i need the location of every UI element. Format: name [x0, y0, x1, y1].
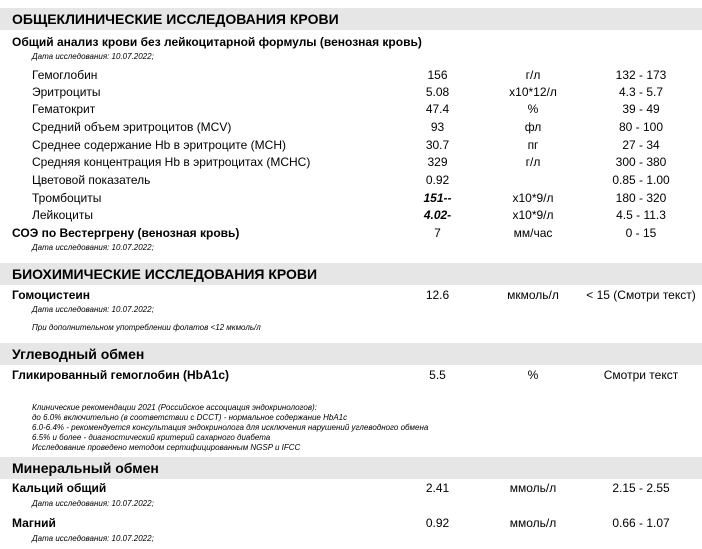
- row-value: 156: [427, 68, 448, 82]
- row-name: Средний объем эритроцитов (MCV): [32, 120, 232, 134]
- section-header-mineral: Минеральный обмен: [0, 457, 702, 479]
- row-value: 329: [427, 155, 448, 169]
- row-value: 93: [430, 120, 445, 134]
- esr-unit: мм/час: [513, 226, 553, 240]
- row-ref: 27 - 34: [622, 138, 660, 152]
- hba1c-note-5: Исследование проведено методом сертифицированным NGSP и IFCC: [32, 443, 301, 452]
- section-header-carb: Углеводный обмен: [0, 343, 702, 365]
- section-header-biochem: БИОХИМИЧЕСКИЕ ИССЛЕДОВАНИЯ КРОВИ: [0, 263, 702, 285]
- hba1c-unit: %: [527, 368, 539, 382]
- calcium-unit: ммоль/л: [509, 481, 557, 495]
- homocysteine-note: При дополнительном употреблении фолатов <12 мкмоль/л: [32, 323, 261, 332]
- hba1c-ref: Смотри текст: [603, 368, 679, 382]
- homocysteine-unit: мкмоль/л: [507, 288, 559, 302]
- row-value-flagged: 4.02-: [423, 208, 452, 222]
- row-unit: x10*12/л: [509, 85, 557, 99]
- calcium-value: 2.41: [425, 481, 450, 495]
- row-value: 47.4: [425, 102, 450, 116]
- row-unit: %: [527, 102, 539, 116]
- calcium-ref: 2.15 - 2.55: [612, 481, 670, 495]
- row-unit: x10*9/л: [512, 208, 554, 222]
- row-ref: 180 - 320: [615, 191, 667, 205]
- esr-name: СОЭ по Вестергрену (венозная кровь): [12, 226, 240, 240]
- row-name: Гемоглобин: [32, 68, 98, 82]
- calcium-date: Дата исследования: 10.07.2022;: [32, 499, 154, 508]
- cbc-title: Общий анализ крови без лейкоцитарной формулы (венозная кровь): [12, 35, 422, 49]
- esr-date: Дата исследования: 10.07.2022;: [32, 243, 154, 252]
- row-ref: 0.85 - 1.00: [612, 173, 670, 187]
- row-ref: 4.3 - 5.7: [618, 85, 664, 99]
- hba1c-note-1: Клинические рекомендации 2021 (Российское ассоциация эндокринологов):: [32, 403, 317, 412]
- hba1c-name: Гликированный гемоглобин (HbA1c): [12, 368, 230, 382]
- row-ref: 4.5 - 11.3: [616, 208, 666, 222]
- row-unit: фл: [524, 120, 542, 134]
- row-name: Эритроциты: [32, 85, 101, 99]
- section-header-cbc: ОБЩЕКЛИНИЧЕСКИЕ ИССЛЕДОВАНИЯ КРОВИ: [0, 8, 702, 30]
- homocysteine-ref: < 15 (Смотри текст): [586, 288, 696, 302]
- magnesium-ref: 0.66 - 1.07: [612, 516, 670, 530]
- row-ref: 80 - 100: [618, 120, 664, 134]
- row-ref: 300 - 380: [615, 155, 667, 169]
- row-ref: 132 - 173: [615, 68, 667, 82]
- row-value: 5.08: [425, 85, 450, 99]
- calcium-name: Кальций общий: [12, 481, 107, 495]
- magnesium-date: Дата исследования: 10.07.2022;: [32, 534, 154, 543]
- esr-ref: 0 - 15: [625, 226, 657, 240]
- row-name: Среднее содержание Hb в эритроците (MCH): [32, 138, 286, 152]
- hba1c-note-3: 6.0-6.4% - рекомендуется консультация эндокринолога для исключения нарушений углеводного обмена: [32, 423, 429, 432]
- row-name: Тромбоциты: [32, 191, 102, 205]
- row-value-flagged: 151--: [423, 191, 452, 205]
- row-unit: г/л: [525, 68, 541, 82]
- row-name: Средняя концентрация Hb в эритроцитах (MCHC): [32, 155, 311, 169]
- magnesium-name: Магний: [12, 516, 56, 530]
- row-name: Лейкоциты: [32, 208, 94, 222]
- esr-value: 7: [434, 226, 441, 240]
- magnesium-unit: ммоль/л: [509, 516, 557, 530]
- hba1c-note-4: 6.5% и более - диагностический критерий сахарного диабета: [32, 433, 271, 442]
- row-name: Гематокрит: [32, 102, 96, 116]
- row-unit: [494, 173, 572, 188]
- homocysteine-value: 12.6: [425, 288, 450, 302]
- hba1c-note-2: до 6.0% включительно (в соответствии с DCCT) - нормальное содержание HbA1c: [32, 413, 348, 422]
- hba1c-value: 5.5: [429, 368, 446, 382]
- cbc-date: Дата исследования: 10.07.2022;: [32, 52, 154, 61]
- row-value: 0.92: [425, 173, 450, 187]
- row-ref: 39 - 49: [622, 102, 660, 116]
- magnesium-value: 0.92: [425, 516, 450, 530]
- row-unit: x10*9/л: [512, 191, 554, 205]
- row-unit: пг: [527, 138, 539, 152]
- row-name: Цветовой показатель: [32, 173, 151, 187]
- row-value: 30.7: [425, 138, 450, 152]
- homocysteine-date: Дата исследования: 10.07.2022;: [32, 305, 154, 314]
- homocysteine-name: Гомоцистеин: [12, 288, 91, 302]
- row-unit: г/л: [525, 155, 541, 169]
